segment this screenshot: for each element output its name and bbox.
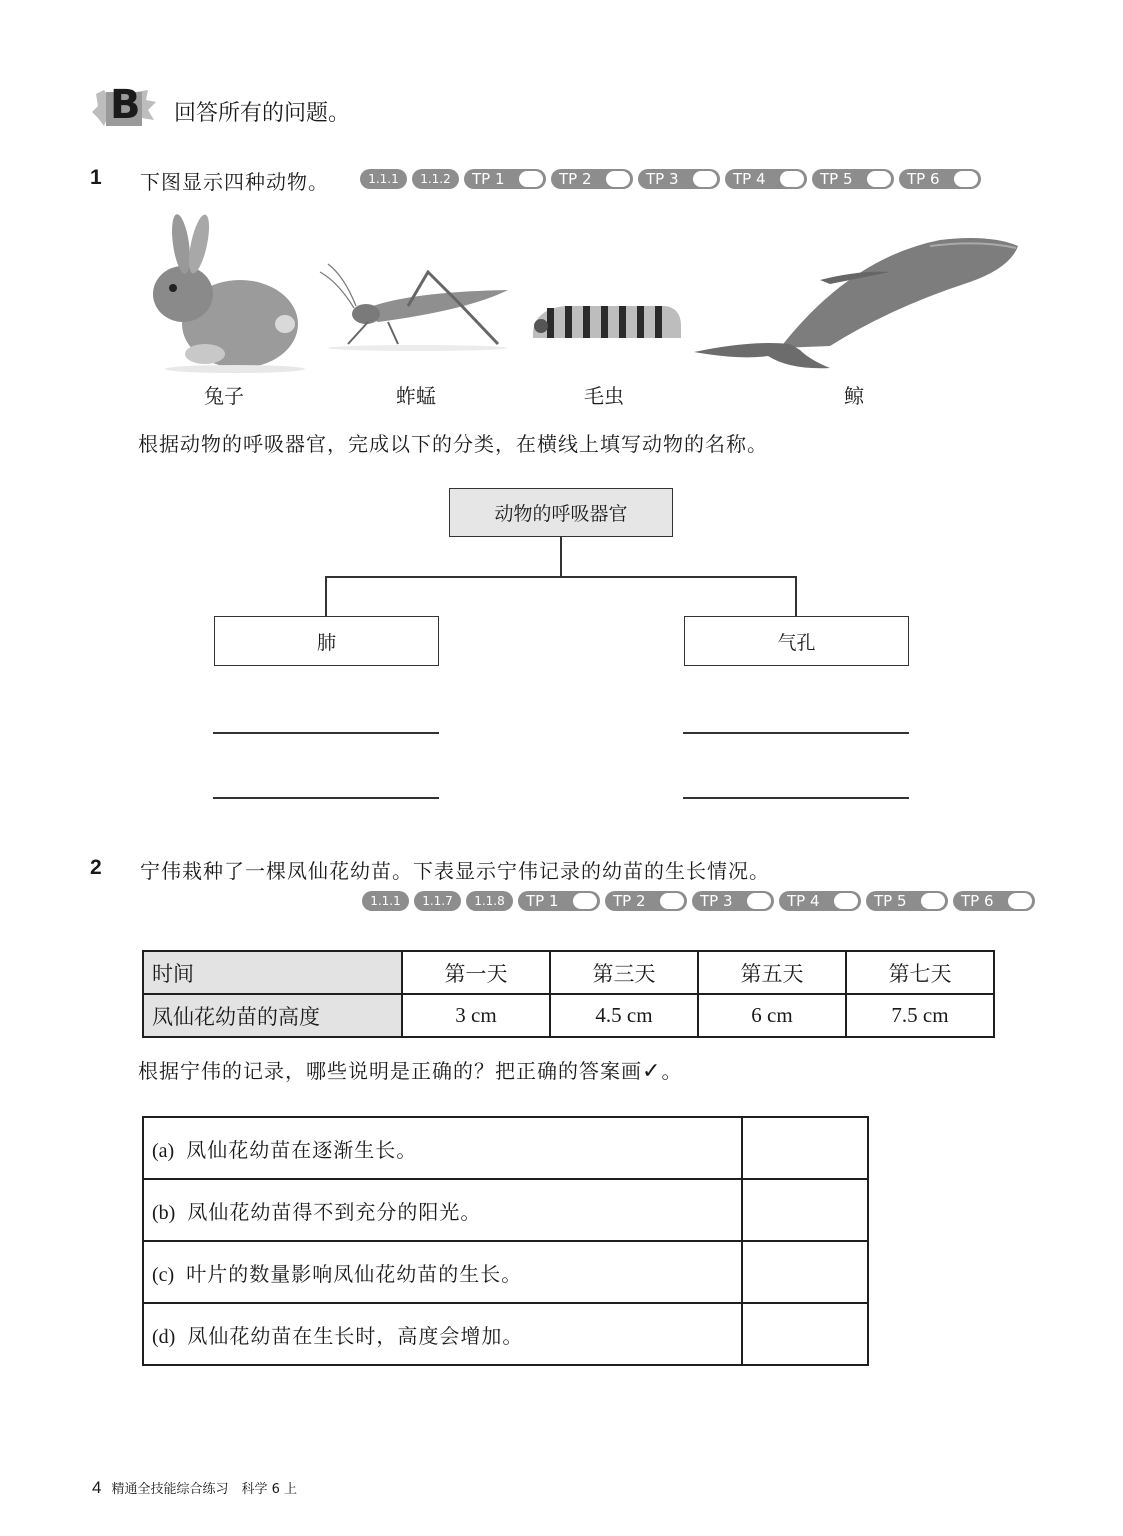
diagram-connector (325, 576, 327, 617)
statement-body: 凤仙花幼苗在逐渐生长。 (186, 1137, 418, 1162)
statement-body: 凤仙花幼苗得不到充分的阳光。 (187, 1199, 482, 1224)
answer-checkbox[interactable] (742, 1241, 868, 1303)
q2-text: 宁伟栽种了一棵凤仙花幼苗。下表显示宁伟记录的幼苗的生长情况。 (140, 859, 770, 883)
diagram-spiracle-box: 气孔 (684, 616, 909, 666)
statement-text (143, 1179, 742, 1241)
q2-tp-tag[interactable]: TP 5 (866, 891, 948, 911)
table-row (143, 1303, 868, 1365)
table-row (143, 1241, 868, 1303)
page-footer (92, 1478, 297, 1498)
grasshopper-icon (318, 262, 518, 352)
table-header-time: 时间 (143, 951, 402, 994)
answer-blank-lung-2[interactable] (213, 797, 439, 799)
statement-text (143, 1241, 742, 1303)
q1-tp-tag[interactable]: TP 5 (812, 169, 894, 189)
diagram-connector (325, 576, 796, 578)
animal-label: 兔子 (204, 384, 244, 408)
animal-label: 毛虫 (584, 384, 624, 408)
q1-tp-tag[interactable]: TP 6 (899, 169, 981, 189)
q2-tp-tag[interactable]: TP 2 (605, 891, 687, 911)
section-title: 回答所有的问题。 (174, 101, 351, 126)
statement-body: 叶片的数量影响凤仙花幼苗的生长。 (186, 1261, 523, 1286)
check-mark-icon: ✓ (642, 1059, 662, 1084)
q2-tp-tag[interactable]: TP 3 (692, 891, 774, 911)
q1-tag: 1.1.1 (360, 169, 407, 189)
q1-instruction: 根据动物的呼吸器官，完成以下的分类，在横线上填写动物的名称。 (138, 432, 768, 456)
caterpillar-icon (525, 296, 685, 346)
q1-tp-tag[interactable]: TP 4 (725, 169, 807, 189)
answer-blank-spiracle-1[interactable] (683, 732, 909, 734)
table-cell-height: 6 cm (698, 994, 846, 1037)
statement-table (142, 1116, 869, 1366)
q2-tp-tag[interactable]: TP 6 (953, 891, 1035, 911)
q1-tags (360, 169, 981, 189)
animal-label: 鲸 (844, 384, 864, 408)
book-title: 精通全技能综合练习 科学 6 上 (111, 1482, 298, 1497)
table-cell-day: 第一天 (402, 951, 550, 994)
answer-blank-lung-1[interactable] (213, 732, 439, 734)
q2-instruction-end: 。 (661, 1059, 683, 1083)
table-cell-height: 3 cm (402, 994, 550, 1037)
table-cell-day: 第三天 (550, 951, 698, 994)
table-header-height: 凤仙花幼苗的高度 (143, 994, 402, 1037)
statement-text (143, 1303, 742, 1365)
statement-label: (a) (152, 1139, 175, 1162)
statement-label: (d) (152, 1325, 176, 1348)
q1-tag: 1.1.2 (412, 169, 459, 189)
section-badge (92, 82, 158, 128)
table-cell-height: 7.5 cm (846, 994, 994, 1037)
q2-tag: 1.1.1 (362, 891, 409, 911)
diagram-connector (560, 537, 562, 577)
q2-tag: 1.1.7 (414, 891, 461, 911)
table-cell-day: 第七天 (846, 951, 994, 994)
statement-label: (c) (152, 1263, 175, 1286)
q1-text: 下图显示四种动物。 (140, 170, 329, 194)
answer-checkbox[interactable] (742, 1303, 868, 1365)
q1-tp-tag[interactable]: TP 3 (638, 169, 720, 189)
diagram-root-box: 动物的呼吸器官 (449, 488, 673, 537)
table-cell-day: 第五天 (698, 951, 846, 994)
q1-number: 1 (90, 166, 102, 189)
table-row (143, 1179, 868, 1241)
growth-table (142, 950, 995, 1038)
table-row (143, 951, 994, 994)
q2-tag: 1.1.8 (466, 891, 513, 911)
whale-icon (690, 228, 1020, 373)
statement-label: (b) (152, 1201, 176, 1224)
page-number: 4 (92, 1478, 102, 1497)
diagram-lung-box: 肺 (214, 616, 439, 666)
q1-tp-tag[interactable]: TP 1 (464, 169, 546, 189)
table-row (143, 994, 994, 1037)
statement-text (143, 1117, 742, 1179)
rabbit-icon (135, 214, 305, 374)
section-letter: B (110, 82, 141, 128)
q2-tags (362, 891, 1035, 911)
animal-label: 蚱蜢 (396, 384, 436, 408)
q2-number: 2 (90, 856, 102, 879)
q2-instruction (138, 1055, 682, 1084)
answer-checkbox[interactable] (742, 1179, 868, 1241)
table-row (143, 1117, 868, 1179)
statement-body: 凤仙花幼苗在生长时，高度会增加。 (187, 1323, 524, 1348)
table-cell-height: 4.5 cm (550, 994, 698, 1037)
q1-tp-tag[interactable]: TP 2 (551, 169, 633, 189)
q2-tp-tag[interactable]: TP 1 (518, 891, 600, 911)
answer-checkbox[interactable] (742, 1117, 868, 1179)
q2-tp-tag[interactable]: TP 4 (779, 891, 861, 911)
q2-instruction-text: 根据宁伟的记录，哪些说明是正确的？把正确的答案画 (138, 1059, 642, 1083)
answer-blank-spiracle-2[interactable] (683, 797, 909, 799)
diagram-connector (795, 576, 797, 617)
